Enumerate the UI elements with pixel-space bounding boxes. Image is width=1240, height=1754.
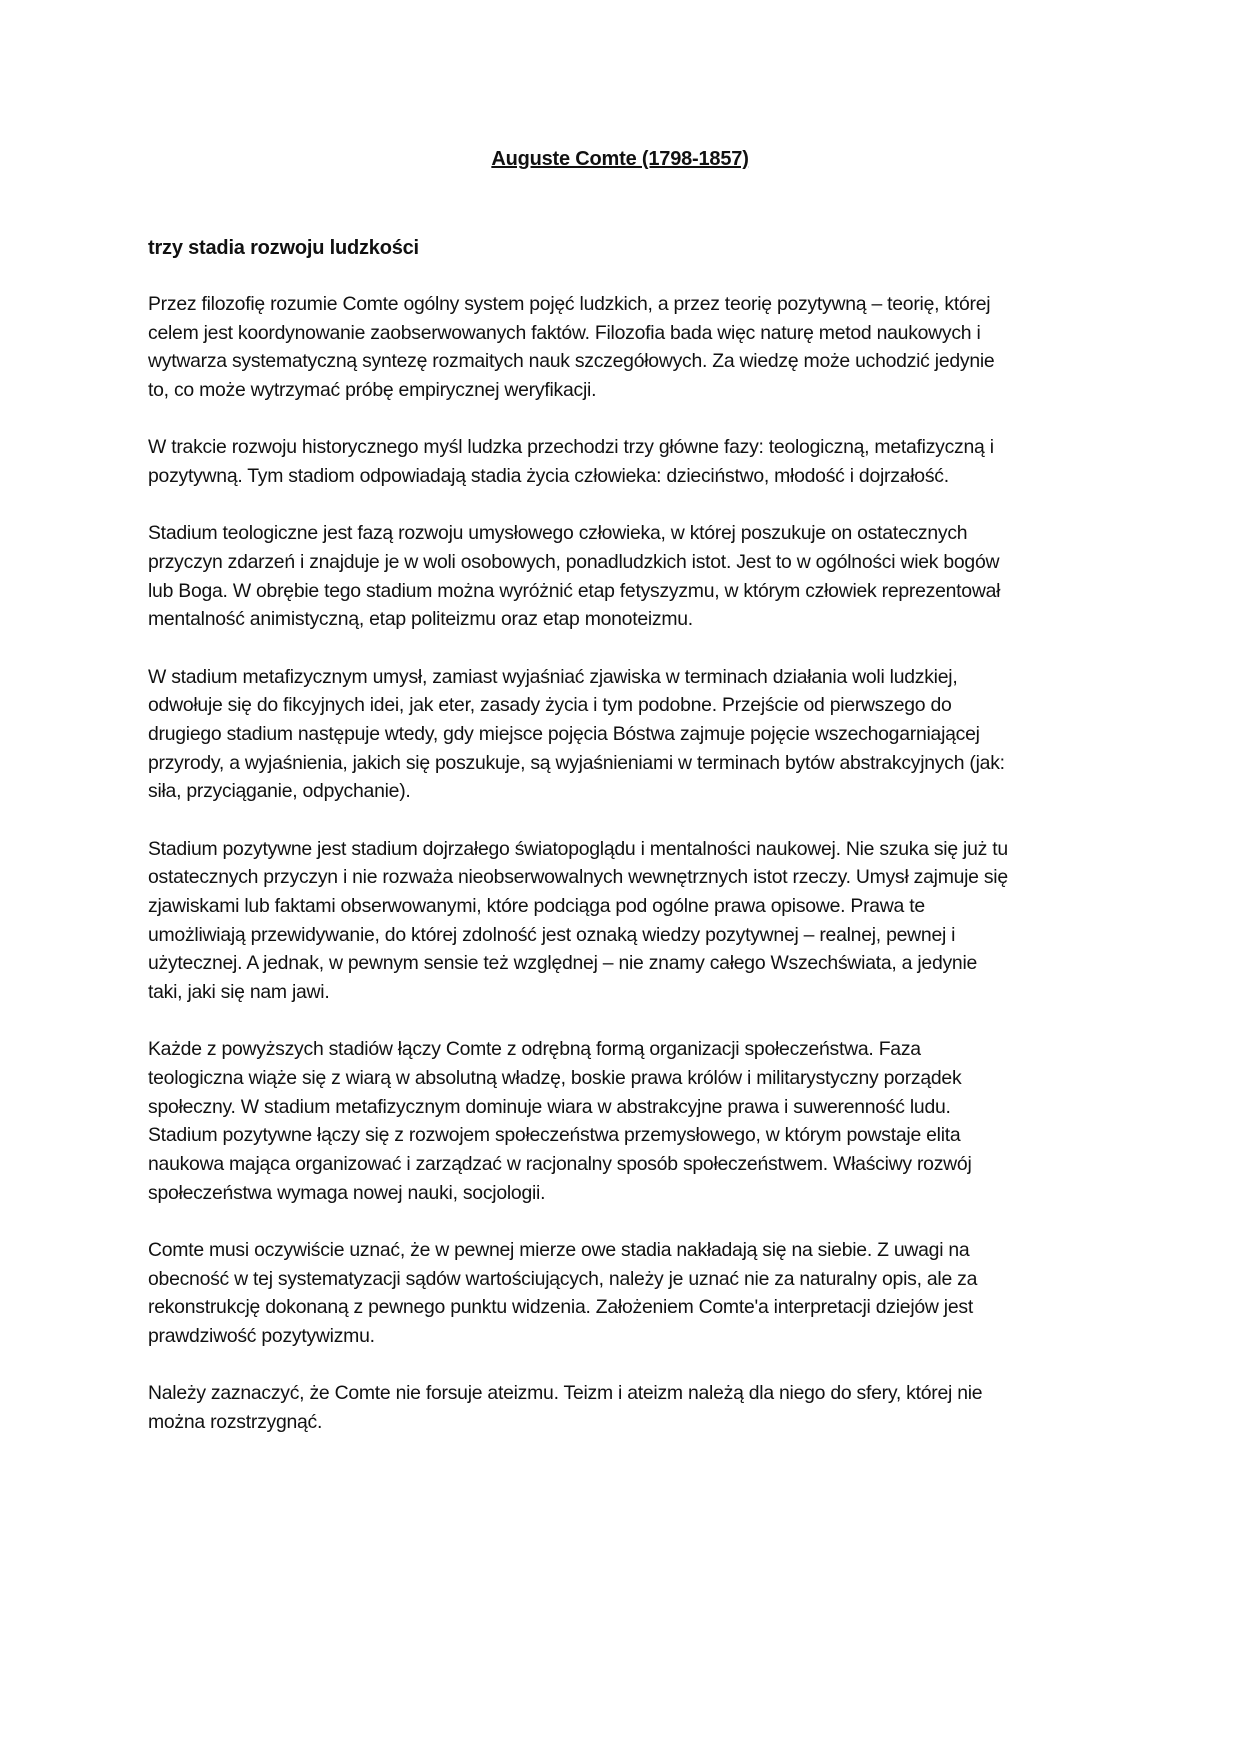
text-line: W stadium metafizycznym umysł, zamiast wyjaśniać zjawiska w terminach działania woli ludzkiej, [148, 665, 958, 688]
text-line: prawdziwość pozytywizmu. [148, 1325, 375, 1348]
text-line: użytecznej. A jednak, w pewnym sensie też względnej – nie znamy całego Wszechświata, a jedynie [148, 952, 978, 975]
text-line: zjawiskami lub faktami obserwowanymi, które podciąga pod ogólne prawa opisowe. Prawa te [148, 894, 925, 917]
text-line: celem jest koordynowanie zaobserwowanych faktów. Filozofia bada więc naturę metod naukowych i [148, 321, 981, 344]
paragraph [148, 663, 1088, 807]
text-line: taki, jaki się nam jawi. [148, 981, 330, 1004]
text-line: rekonstrukcję dokonaną z pewnego punktu widzenia. Założeniem Comte'a interpretacji dziejów jest [148, 1296, 973, 1319]
text-line: obecność w tej systematyzacji sądów wartościujących, należy je uznać nie za naturalny opis, ale za [148, 1267, 978, 1290]
paragraph [148, 1035, 1088, 1207]
text-line: naukowa mająca organizować i zarządzać w racjonalny sposób społeczeństwem. Właściwy rozwój [148, 1153, 972, 1176]
text-line: W trakcie rozwoju historycznego myśl ludzka przechodzi trzy główne fazy: teologiczną, metafizyczną i [148, 436, 994, 459]
text-line: Stadium teologiczne jest fazą rozwoju umysłowego człowieka, w której poszukuje on ostatecznych [148, 522, 968, 545]
text-line: Comte musi oczywiście uznać, że w pewnej mierze owe stadia nakładają się na siebie. Z uwagi na [148, 1238, 970, 1261]
text-line: ostatecznych przyczyn i nie rozważa nieobserwowalnych wewnętrznych istot rzeczy. Umysł zajmuje się [148, 866, 1008, 889]
text-line: lub Boga. W obrębie tego stadium można wyróżnić etap fetyszyzmu, w którym człowiek reprezentował [148, 579, 1001, 602]
document-body [148, 290, 1088, 1465]
text-line: Przez filozofię rozumie Comte ogólny system pojęć ludzkich, a przez teorię pozytywną – teorię, której [148, 293, 991, 315]
paragraph [148, 1236, 1088, 1351]
paragraph [148, 519, 1088, 634]
text-line: można rozstrzygnąć. [148, 1411, 323, 1433]
text-line: Każde z powyższych stadiów łączy Comte z odrębną formą organizacji społeczeństwa. Faza [148, 1038, 921, 1061]
paragraph [148, 835, 1088, 1007]
paragraph [148, 1379, 1088, 1436]
text-line: siła, przyciąganie, odpychanie). [148, 780, 411, 803]
text-line: to, co może wytrzymać próbę empirycznej weryfikacji. [148, 379, 597, 402]
text-line: odwołuje się do fikcyjnych idei, jak eter, zasady życia i tym podobne. Przejście od pierwszego do [148, 694, 952, 717]
text-line: Stadium pozytywne jest stadium dojrzałego światopoglądu i mentalności naukowej. Nie szuka się już tu [148, 837, 1008, 860]
text-line: przyczyn zdarzeń i znajduje je w woli osobowych, ponadludzkich istot. Jest to w ogólności wiek bogów [148, 550, 1000, 573]
section-heading: trzy stadia rozwoju ludzkości [148, 237, 419, 259]
text-line: teologiczna wiąże się z wiarą w absolutną władzę, boskie prawa królów i militarystyczny porządek [148, 1066, 962, 1089]
text-line: przyrody, a wyjaśnienia, jakich się poszukuje, są wyjaśnieniami w terminach bytów abstrakcyjnych (jak: [148, 751, 1005, 774]
text-line: mentalność animistyczną, etap politeizmu oraz etap monoteizmu. [148, 608, 693, 631]
text-line: Stadium pozytywne łączy się z rozwojem społeczeństwa przemysłowego, w którym powstaje elita [148, 1124, 961, 1147]
text-line: drugiego stadium następuje wtedy, gdy miejsce pojęcia Bóstwa zajmuje pojęcie wszechogarniającej [148, 722, 980, 745]
text-line: umożliwiają przewidywanie, do której zdolność jest oznaką wiedzy pozytywnej – realnej, pewnej i [148, 923, 956, 946]
text-line: wytwarza systematyczną syntezę rozmaitych nauk szczegółowych. Za wiedzę może uchodzić jedynie [148, 350, 995, 373]
text-line: pozytywną. Tym stadiom odpowiadają stadia życia człowieka: dzieciństwo, młodość i dojrzałość. [148, 465, 949, 488]
text-line: społeczeństwa wymaga nowej nauki, socjologii. [148, 1181, 546, 1204]
paragraph [148, 433, 1088, 490]
document-title: Auguste Comte (1798-1857) [491, 148, 749, 170]
paragraph [148, 290, 1088, 405]
text-line: społeczny. W stadium metafizycznym dominuje wiara w abstrakcyjne prawa i suwerenność ludu. [148, 1095, 951, 1118]
text-line: Należy zaznaczyć, że Comte nie forsuje ateizmu. Teizm i ateizm należą dla niego do sfery, której nie [148, 1382, 983, 1405]
